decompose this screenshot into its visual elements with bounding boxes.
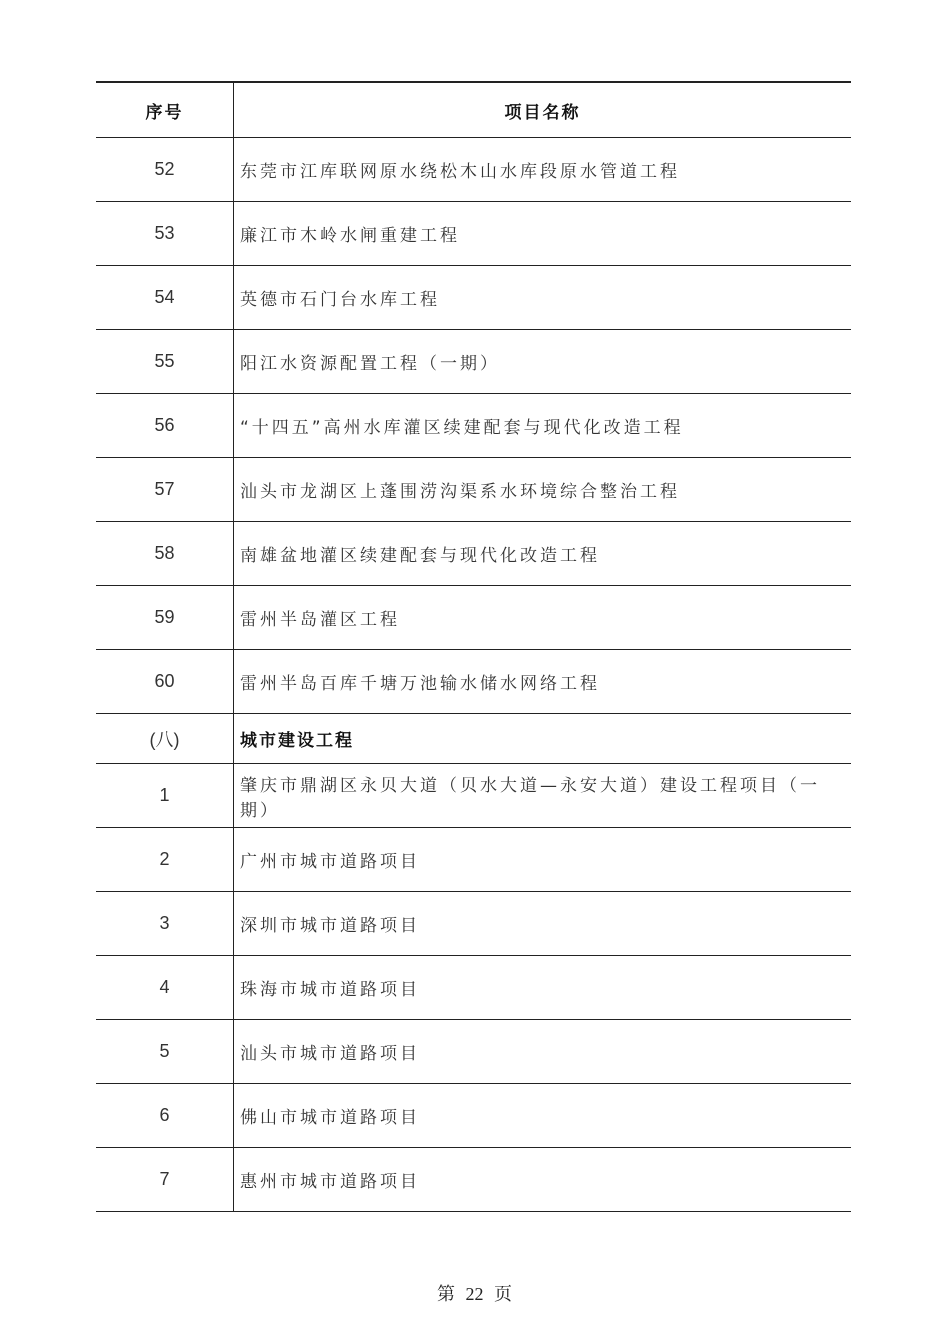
project-name-cell: 阳江水资源配置工程（一期） (240, 354, 500, 374)
serial-number-cell: (八) (96, 714, 234, 763)
page-number: 第 22 页 (437, 1284, 512, 1304)
serial-number-cell: 3 (96, 892, 234, 955)
project-name-cell: 雷州半岛灌区工程 (240, 610, 400, 630)
header-serial-number: 序号 (96, 83, 234, 137)
serial-number-cell: 55 (96, 330, 234, 393)
project-name-cell: 南雄盆地灌区续建配套与现代化改造工程 (240, 546, 600, 566)
table-row (96, 522, 851, 586)
serial-number-cell: 60 (96, 650, 234, 713)
project-name-cell: 廉江市木岭水闸重建工程 (240, 226, 460, 246)
project-name-cell: 汕头市龙湖区上蓬围涝沟渠系水环境综合整治工程 (240, 482, 680, 502)
project-name-cell: “十四五”高州水库灌区续建配套与现代化改造工程 (240, 418, 684, 438)
table-row (96, 1084, 851, 1148)
serial-number-cell: 56 (96, 394, 234, 457)
project-name-cell: 汕头市城市道路项目 (240, 1044, 420, 1064)
serial-number-cell: 2 (96, 828, 234, 891)
project-name-cell: 珠海市城市道路项目 (240, 980, 420, 1000)
table-row (96, 892, 851, 956)
table-row (96, 202, 851, 266)
table-header-row (96, 81, 851, 138)
project-name-cell: 东莞市江库联网原水绕松木山水库段原水管道工程 (240, 162, 680, 182)
project-name-cell: 惠州市城市道路项目 (240, 1172, 420, 1192)
table-row (96, 828, 851, 892)
table-row (96, 330, 851, 394)
table-row (96, 586, 851, 650)
project-name-cell: 佛山市城市道路项目 (240, 1108, 420, 1128)
table-row (96, 956, 851, 1020)
table-body (96, 138, 851, 1212)
header-project-name: 项目名称 (504, 102, 581, 123)
serial-number-cell: 59 (96, 586, 234, 649)
project-name-cell: 广州市城市道路项目 (240, 852, 420, 872)
serial-number-cell: 53 (96, 202, 234, 265)
table-row (96, 650, 851, 714)
table-row (96, 764, 851, 828)
serial-number-cell: 1 (96, 764, 234, 827)
project-name-cell: 肇庆市鼎湖区永贝大道（贝水大道—永安大道）建设工程项目（一期） (240, 775, 820, 821)
table-row (96, 1020, 851, 1084)
table-row (96, 138, 851, 202)
serial-number-cell: 6 (96, 1084, 234, 1147)
serial-number-cell: 4 (96, 956, 234, 1019)
project-table (96, 81, 851, 1212)
project-name-cell: 深圳市城市道路项目 (240, 916, 420, 936)
table-row (96, 1148, 851, 1212)
table-row (96, 458, 851, 522)
serial-number-cell: 57 (96, 458, 234, 521)
table-row (96, 266, 851, 330)
serial-number-cell: 52 (96, 138, 234, 201)
serial-number-cell: 58 (96, 522, 234, 585)
project-name-cell: 城市建设工程 (240, 731, 354, 751)
serial-number-cell: 7 (96, 1148, 234, 1211)
section-row (96, 714, 851, 764)
project-name-cell: 英德市石门台水库工程 (240, 290, 440, 310)
serial-number-cell: 54 (96, 266, 234, 329)
serial-number-cell: 5 (96, 1020, 234, 1083)
project-name-cell: 雷州半岛百库千塘万池输水储水网络工程 (240, 674, 600, 694)
table-row (96, 394, 851, 458)
